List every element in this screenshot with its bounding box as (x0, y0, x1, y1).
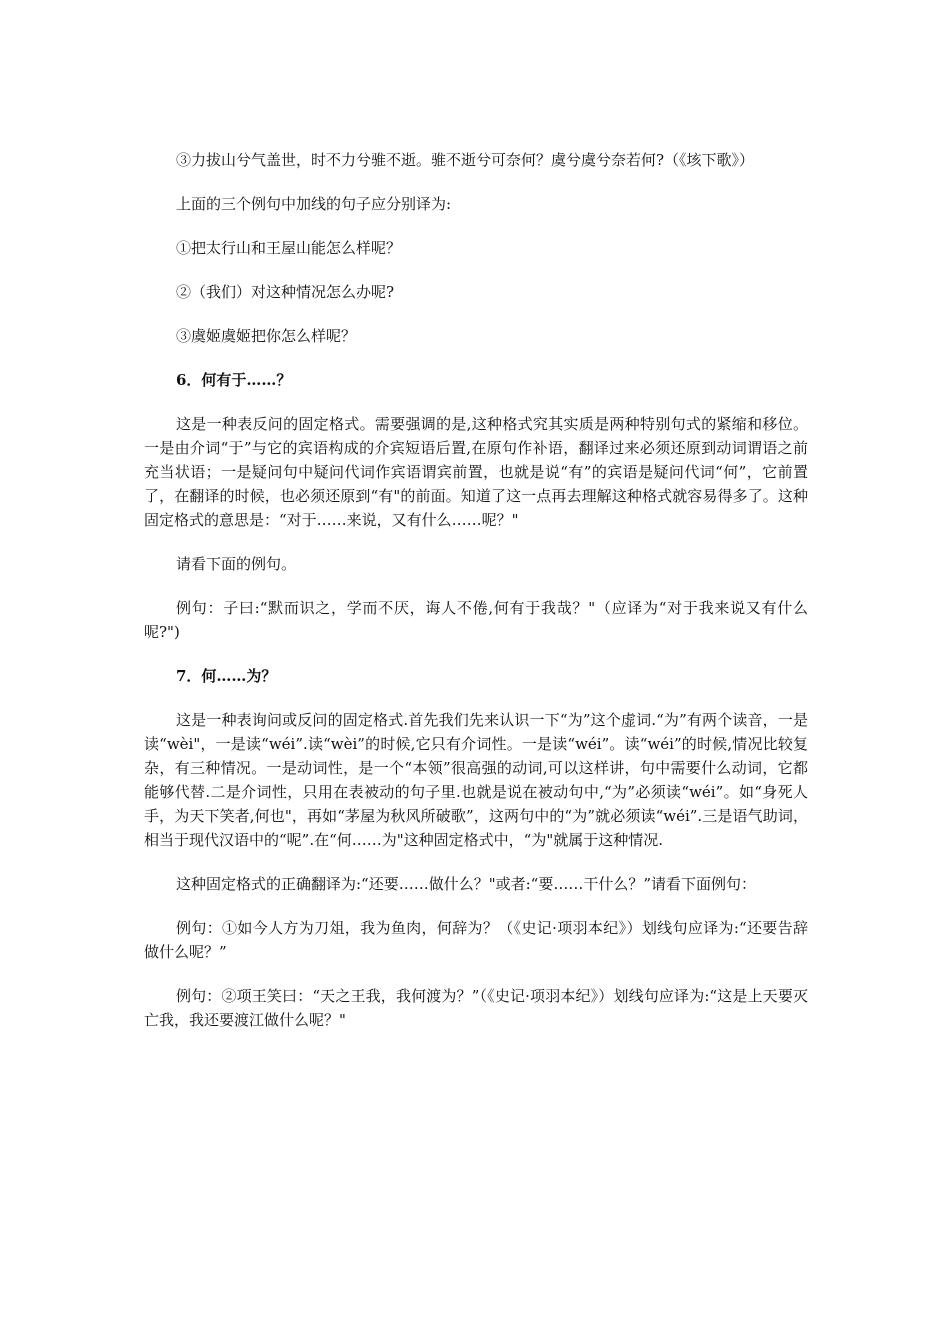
section-heading: 6．何有于……？ (176, 371, 292, 389)
body-paragraph: 例句：②项王笑曰：“天之王我，我何渡为？”（《史记·项羽本纪》）划线句应译为:“这是上天要灭亡我，我还要渡江做什么呢？" (144, 987, 808, 1029)
body-paragraph: ②（我们）对这种情况怎么办呢? (176, 283, 395, 301)
body-paragraph: 这种固定格式的正确翻译为:“还要……做什么？"或者:“要……干什么？”请看下面例句： (176, 875, 757, 893)
body-paragraph: ③力拔山兮气盖世，时不力兮骓不逝。骓不逝兮可奈何？虞兮虞兮奈若何?（《垓下歌》） (176, 151, 755, 169)
body-paragraph: 请看下面的例句。 (176, 555, 297, 573)
body-paragraph: ③虞姬虞姬把你怎么样呢？ (176, 327, 357, 345)
section-heading: 7．何……为？ (176, 667, 277, 685)
body-paragraph: 上面的三个例句中加线的句子应分别译为: (176, 195, 452, 213)
body-paragraph: 这是一种表反问的固定格式。需要强调的是,这种格式究其实质是两种特别句式的紧缩和移位。一是由介词“于”与它的宾语构成的介宾短语后置,在原句作补语，翻译过来必须还原到动词谓语之前充当状语；一是疑问句中疑问代词作宾语谓宾前置，也就是说“有”的宾语是疑问代词“何”，它前置了，在翻译的时候，也必须还原到“有"的前面。知道了这一点再去理解这种格式就容易得多了。这种固定格式的意思是：“对于……来说，又有什么……呢？" (144, 415, 808, 529)
body-paragraph: 例句：①如今人方为刀俎，我为鱼肉，何辞为？（《史记·项羽本纪》）划线句应译为:“还要告辞做什么呢？” (144, 919, 808, 961)
body-paragraph: ①把太行山和王屋山能怎么样呢？ (176, 239, 402, 257)
body-paragraph: 例句：子曰:“默而识之，学而不厌，诲人不倦,何有于我哉？"（应译为“对于我来说又有什么呢?") (144, 599, 808, 641)
body-paragraph: 这是一种表询问或反问的固定格式.首先我们先来认识一下“为”这个虚词.“为”有两个读音，一是读“wèi"，一是读“wéi”.读“wèi”的时候,它只有介词性。一是读“wéi”。读“wéi”的时候,情况比较复杂，有三种情况。一是动词性，是一个“本领”很高强的动词,可以这样讲，句中需要什么动词，它都能够代替.二是介词性，只用在表被动的句子里.也就是说在被动句中,“为”必须读“wéi”。如“身死人手，为天下笑者,何也"，再如“茅屋为秋风所破歌”，这两句中的“为”就必须读“wéi”.三是语气助词，相当于现代汉语中的“呢”.在“何……为"这种固定格式中，“为"就属于这种情况. (144, 711, 808, 849)
document-body (144, 148, 808, 1052)
